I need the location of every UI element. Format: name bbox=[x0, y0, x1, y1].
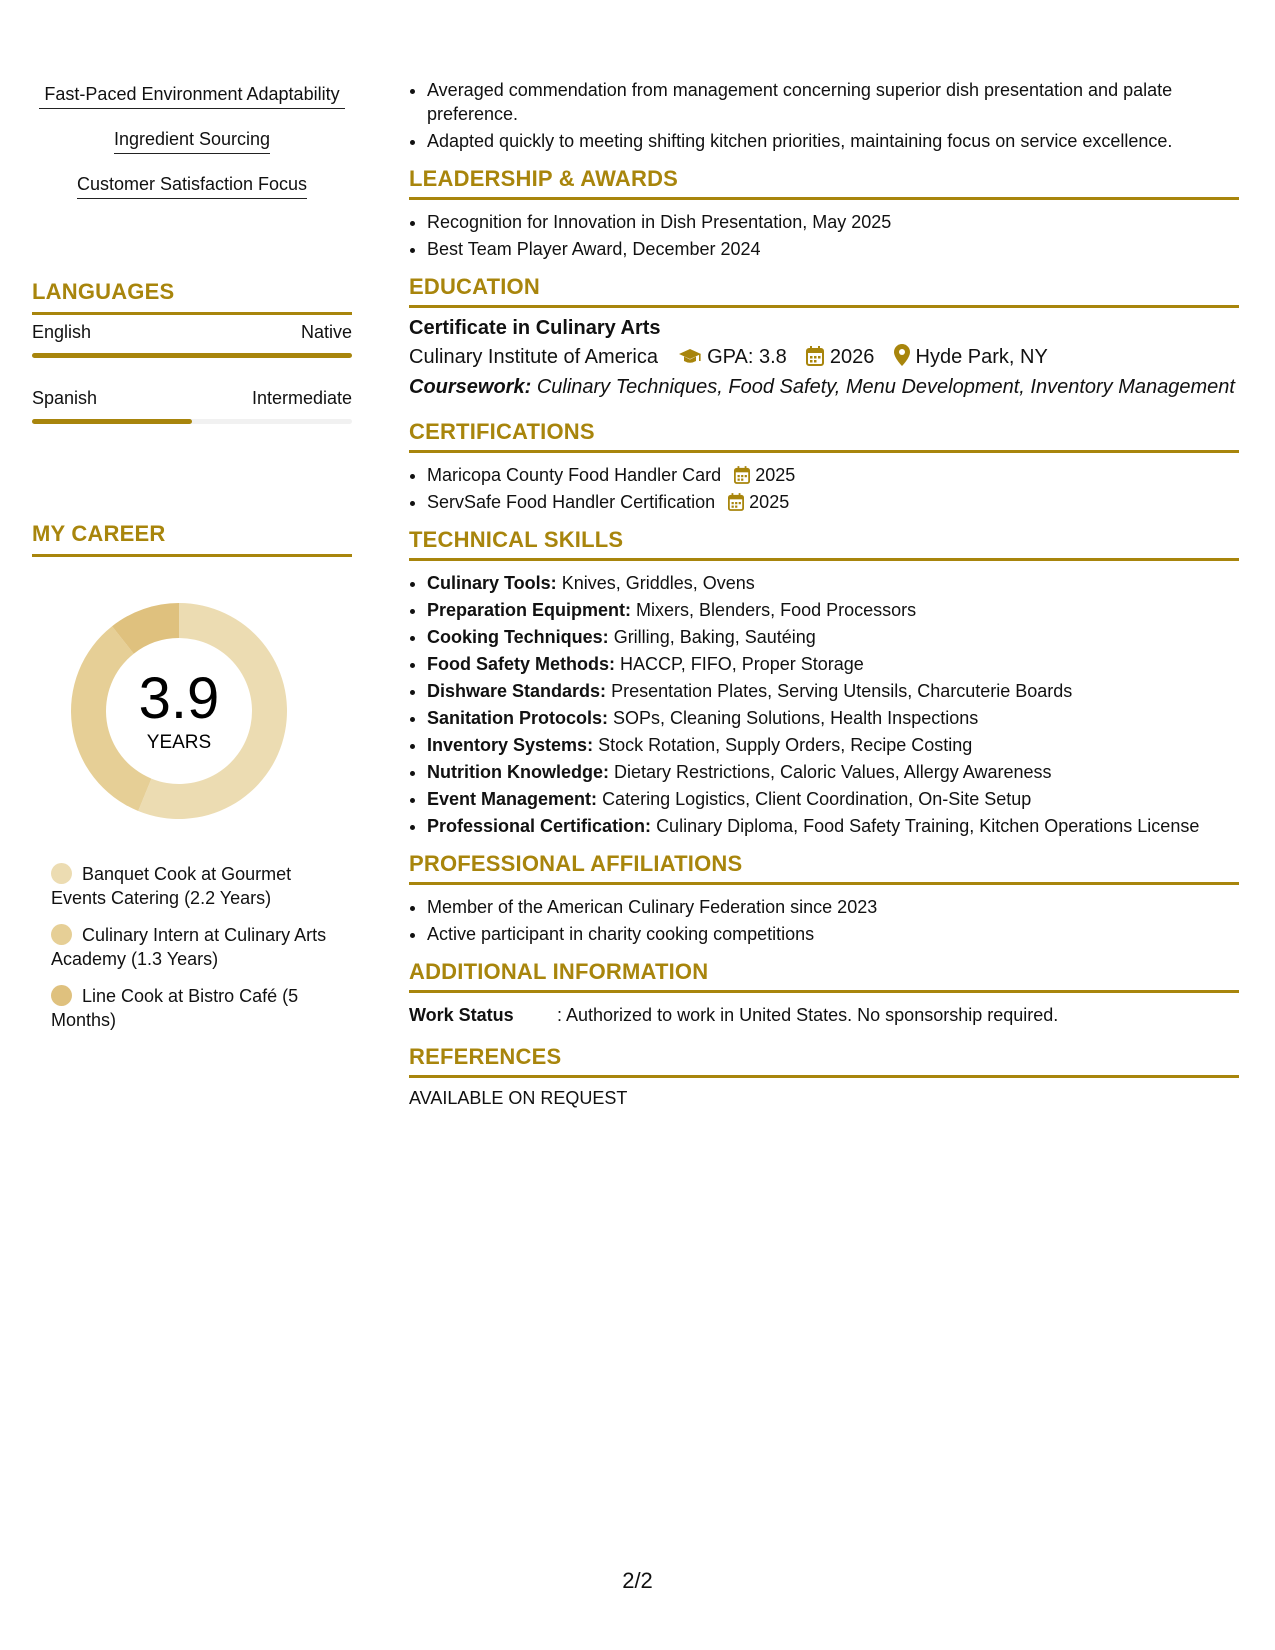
list-item bbox=[427, 598, 1239, 622]
calendar-icon bbox=[806, 346, 824, 368]
list-item bbox=[427, 679, 1239, 703]
list-item: • Active participant in charity cooking competitions bbox=[427, 922, 1239, 946]
languages-title: LANGUAGES bbox=[32, 279, 175, 304]
degree-title: Certificate in Culinary Arts bbox=[409, 317, 661, 339]
right-column bbox=[409, 78, 1239, 1109]
legend-dot-icon bbox=[51, 985, 72, 1006]
calendar-icon bbox=[726, 465, 750, 485]
skill-category: Food Safety Methods: bbox=[427, 654, 615, 674]
certifications-title: CERTIFICATIONS bbox=[409, 419, 595, 444]
section-divider bbox=[409, 558, 1239, 561]
skill-category: Nutrition Knowledge: bbox=[427, 762, 609, 782]
career-legend-label: Banquet Cook at Gourmet Events Catering (2.2 Years) bbox=[51, 864, 292, 908]
skill-values: Catering Logistics, Client Coordination, On-Site Setup bbox=[602, 789, 1032, 809]
list-item bbox=[427, 571, 1239, 595]
legend-dot-icon bbox=[51, 863, 72, 884]
skill-category: Dishware Standards: bbox=[427, 681, 607, 701]
location-pin-icon bbox=[894, 346, 910, 368]
section-divider bbox=[409, 197, 1239, 200]
technical-skills-list bbox=[409, 571, 1239, 838]
list-item bbox=[427, 706, 1239, 730]
section-divider bbox=[409, 882, 1239, 885]
skill-tag-label: Customer Satisfaction Focus bbox=[77, 172, 307, 199]
skill-category: Cooking Techniques: bbox=[427, 627, 609, 647]
language-level: Intermediate bbox=[251, 388, 352, 408]
graduation-cap-icon bbox=[678, 346, 702, 368]
skill-values: Dietary Restrictions, Caloric Values, Allergy Awareness bbox=[614, 762, 1052, 782]
skill-values: Culinary Diploma, Food Safety Training, Kitchen Operations License bbox=[656, 816, 1200, 836]
certification-year: 2025 bbox=[749, 492, 790, 512]
language-level-bar bbox=[32, 419, 352, 424]
education-section bbox=[409, 273, 1239, 402]
list-item bbox=[427, 463, 1239, 487]
affiliations-section bbox=[409, 850, 1239, 946]
section-divider bbox=[409, 305, 1239, 308]
certification-year: 2025 bbox=[755, 465, 796, 485]
language-level: Native bbox=[300, 322, 352, 342]
school-location: Hyde Park, NY bbox=[915, 346, 1048, 368]
skill-category: Professional Certification: bbox=[427, 816, 652, 836]
list-item bbox=[427, 760, 1239, 784]
references-section bbox=[409, 1043, 1239, 1109]
left-column bbox=[32, 82, 352, 546]
affiliations-title: PROFESSIONAL AFFILIATIONS bbox=[409, 851, 743, 876]
certification-name: Maricopa County Food Handler Card bbox=[427, 465, 722, 485]
skill-values: HACCP, FIFO, Proper Storage bbox=[620, 654, 864, 674]
career-legend-item bbox=[51, 862, 341, 910]
language-row bbox=[32, 322, 352, 343]
skill-category: Culinary Tools: bbox=[427, 573, 557, 593]
certification-name: ServSafe Food Handler Certification bbox=[427, 492, 716, 512]
skill-category: Event Management: bbox=[427, 789, 598, 809]
section-divider bbox=[32, 554, 352, 557]
career-legend-label: Culinary Intern at Culinary Arts Academy (1.3 Years) bbox=[51, 925, 327, 969]
info-value: : Authorized to work in United States. No sponsorship required. bbox=[557, 1005, 1059, 1025]
skill-values: Knives, Griddles, Ovens bbox=[561, 573, 755, 593]
graduation-year: 2026 bbox=[829, 346, 875, 368]
coursework-list: Culinary Techniques, Food Safety, Menu Development, Inventory Management bbox=[536, 376, 1235, 398]
list-item bbox=[427, 652, 1239, 676]
languages-section bbox=[32, 278, 352, 315]
language-row bbox=[32, 388, 352, 409]
skill-tag bbox=[32, 127, 352, 154]
skill-values: Presentation Plates, Serving Utensils, Charcuterie Boards bbox=[611, 681, 1073, 701]
list-item: • Adapted quickly to meeting shifting kitchen priorities, maintaining focus on service excellence. bbox=[427, 129, 1239, 153]
language-level-bar bbox=[32, 353, 352, 358]
language-level-fill bbox=[32, 419, 192, 424]
career-legend-item bbox=[51, 984, 341, 1032]
language-level-fill bbox=[32, 353, 352, 358]
coursework bbox=[409, 372, 1239, 402]
education-details bbox=[409, 342, 1239, 372]
skill-values: Mixers, Blenders, Food Processors bbox=[636, 600, 917, 620]
technical-skills-title: TECHNICAL SKILLS bbox=[409, 527, 624, 552]
list-item: • Recognition for Innovation in Dish Presentation, May 2025 bbox=[427, 210, 1239, 234]
language-name: English bbox=[32, 322, 92, 342]
skill-category: Inventory Systems: bbox=[427, 735, 594, 755]
career-donut-chart bbox=[66, 598, 292, 824]
education-title: EDUCATION bbox=[409, 274, 540, 299]
list-item bbox=[427, 787, 1239, 811]
experience-bullets bbox=[409, 78, 1239, 153]
list-item bbox=[427, 625, 1239, 649]
skill-tag-label: Ingredient Sourcing bbox=[114, 127, 270, 154]
info-row bbox=[409, 1003, 1239, 1027]
skill-values: Grilling, Baking, Sautéing bbox=[613, 627, 816, 647]
list-item: • Best Team Player Award, December 2024 bbox=[427, 237, 1239, 261]
leadership-section bbox=[409, 165, 1239, 261]
skill-tag bbox=[32, 82, 352, 109]
career-legend-label: Line Cook at Bistro Café (5 Months) bbox=[51, 986, 299, 1030]
gpa-value: GPA: 3.8 bbox=[707, 346, 787, 368]
legend-dot-icon bbox=[51, 924, 72, 945]
references-title: REFERENCES bbox=[409, 1044, 562, 1069]
info-key: Work Status bbox=[409, 1005, 514, 1025]
list-item bbox=[427, 733, 1239, 757]
list-item: • Member of the American Culinary Federation since 2023 bbox=[427, 895, 1239, 919]
career-legend bbox=[51, 862, 341, 1045]
skill-values: Stock Rotation, Supply Orders, Recipe Costing bbox=[598, 735, 973, 755]
list-item: • Averaged commendation from management concerning superior dish presentation and palate preference. bbox=[427, 78, 1239, 126]
calendar-icon bbox=[720, 492, 744, 512]
skill-tag bbox=[32, 172, 352, 199]
section-divider bbox=[409, 990, 1239, 993]
section-divider bbox=[409, 450, 1239, 453]
additional-info-title: ADDITIONAL INFORMATION bbox=[409, 959, 709, 984]
coursework-label: Coursework: bbox=[409, 376, 532, 398]
skill-values: SOPs, Cleaning Solutions, Health Inspections bbox=[613, 708, 979, 728]
career-title: MY CAREER bbox=[32, 521, 166, 546]
skill-category: Preparation Equipment: bbox=[427, 600, 632, 620]
career-years-label: YEARS bbox=[146, 732, 212, 753]
skill-tag-label: Fast-Paced Environment Adaptability bbox=[39, 82, 345, 109]
references-text: AVAILABLE ON REQUEST bbox=[409, 1088, 628, 1108]
leadership-title: LEADERSHIP & AWARDS bbox=[409, 166, 679, 191]
section-divider bbox=[409, 1075, 1239, 1078]
list-item bbox=[427, 814, 1239, 838]
additional-info-section bbox=[409, 958, 1239, 1027]
technical-skills-section bbox=[409, 526, 1239, 838]
language-name: Spanish bbox=[32, 388, 98, 408]
career-legend-item bbox=[51, 923, 341, 971]
certifications-section bbox=[409, 418, 1239, 514]
section-divider bbox=[32, 312, 352, 315]
skill-category: Sanitation Protocols: bbox=[427, 708, 609, 728]
list-item bbox=[427, 490, 1239, 514]
career-section bbox=[32, 520, 352, 557]
page-number: 2/2 bbox=[622, 1568, 653, 1593]
school-name: Culinary Institute of America bbox=[409, 346, 658, 368]
career-total-years: 3.9 bbox=[138, 666, 220, 731]
